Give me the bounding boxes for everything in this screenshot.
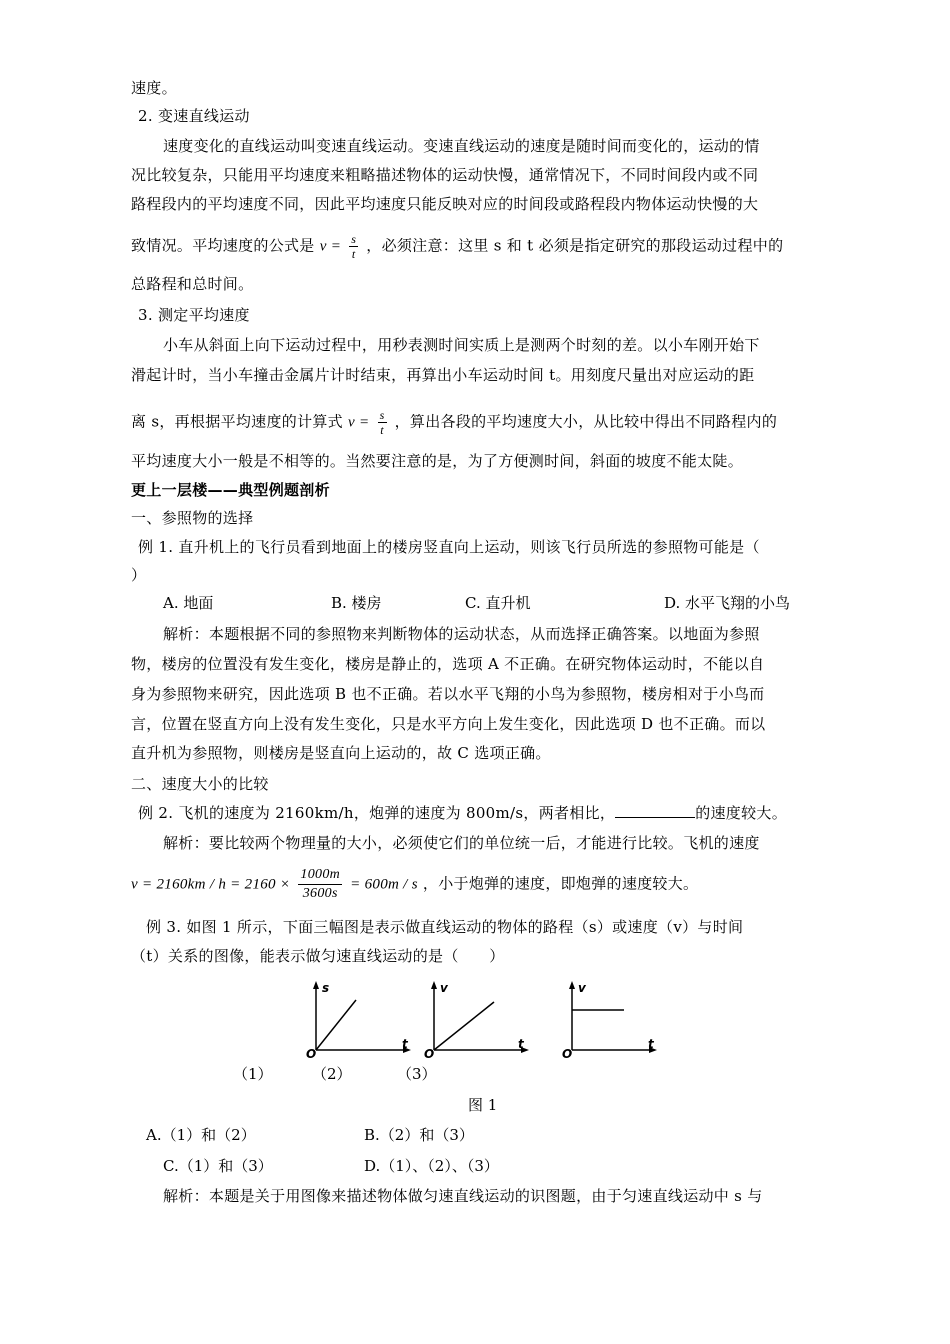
fraction-denominator: t	[380, 423, 384, 437]
fraction-numerator: s	[351, 232, 357, 246]
option-c: C.（1）和（3）	[163, 1157, 273, 1175]
fraction-denominator: 3600s	[302, 886, 338, 901]
origin-label: O	[562, 1047, 573, 1061]
formula-v: v =	[319, 238, 342, 255]
option-b: B.（2）和（3）	[364, 1126, 474, 1144]
option-d: D.（1）、（2）、（3）	[364, 1157, 499, 1175]
answer-line: 物，楼房的位置没有发生变化，楼房是静止的，选项 A 不正确。在研究物体运动时，不能以自	[131, 655, 765, 673]
origin-label: O	[424, 1047, 435, 1061]
fraction-numerator: 1000m	[298, 866, 342, 885]
paragraph-line: 速度变化的直线运动叫变速直线运动。变速直线运动的速度是随时间而变化的，运动的情	[163, 137, 760, 155]
paragraph-line: 况比较复杂，只能用平均速度来粗略描述物体的运动快慢，通常情况下，不同时间段内或不同	[131, 166, 759, 184]
text-span: 例 2. 飞机的速度为 2160km/h，炮弹的速度为 800m/s，两者相比，	[138, 804, 616, 822]
question-line: 例 3. 如图 1 所示，下面三幅图是表示做直线运动的物体的路程（s）或速度（v）与时间	[146, 918, 744, 936]
subsection-title: 一、参照物的选择	[131, 509, 254, 527]
question-line: 例 1. 直升机上的飞行员看到地面上的楼房竖直向上运动，则该飞行员所选的参照物可能是（	[138, 538, 760, 556]
question-line	[138, 803, 787, 823]
formula-text: v = 2160km / h = 2160 ×	[131, 876, 291, 893]
question-line: ）	[131, 566, 147, 584]
fraction	[349, 232, 358, 261]
graph-2-label: （2）	[312, 1065, 352, 1083]
graph-1	[296, 978, 416, 1067]
option-c: C. 直升机	[465, 594, 531, 612]
answer-line: 直升机为参照物，则楼房是竖直向上运动的，故 C 选项正确。	[131, 744, 551, 762]
text-span: ，小于炮弹的速度，即炮弹的速度较大。	[422, 874, 699, 893]
answer-line: 身为参照物来研究，因此选项 B 也不正确。若以水平飞翔的小鸟为参照物，楼房相对于小鸟而	[131, 685, 765, 703]
text-span: ，算出各段的平均速度大小，从比较中得出不同路程内的	[394, 412, 778, 431]
paragraph-line: 滑起计时，当小车撞击金属片计时结束，再算出小车运动时间 t。用刻度尺量出对应运动的距	[131, 366, 755, 384]
option-a: A.（1）和（2）	[146, 1126, 256, 1144]
option-d: D. 水平飞翔的小鸟	[664, 594, 791, 612]
text-span: 致情况。平均速度的公式是	[131, 236, 315, 255]
paragraph-line: 平均速度大小一般是不相等的。当然要注意的是，为了方便测时间，斜面的坡度不能太陡。	[131, 452, 744, 470]
question-line: （t）关系的图像，能表示做匀速直线运动的是（ ）	[131, 947, 505, 965]
formula-text: = 600m / s	[350, 876, 418, 893]
paragraph-line: 路程段内的平均速度不同，因此平均速度只能反映对应的时间段或路程段内物体运动快慢的大	[131, 195, 759, 213]
section-title: 更上一层楼——典型例题剖析	[131, 481, 330, 499]
section-heading: 2. 变速直线运动	[138, 107, 250, 125]
answer-line-formula	[131, 866, 698, 903]
x-axis-label: t	[518, 1037, 524, 1051]
fraction	[298, 866, 342, 903]
answer-line: 解析：要比较两个物理量的大小，必须使它们的单位统一后，才能进行比较。飞机的速度	[163, 834, 760, 852]
fraction-numerator: s	[379, 408, 385, 422]
text-line: 速度。	[131, 79, 177, 97]
origin-label: O	[306, 1047, 317, 1061]
subsection-title: 二、速度大小的比较	[131, 775, 269, 793]
option-a: A. 地面	[163, 594, 214, 612]
paragraph-line-formula	[131, 232, 783, 261]
section-heading: 3. 测定平均速度	[138, 306, 250, 324]
answer-line: 言，位置在竖直方向上没有发生变化，只是水平方向上发生变化，因此选项 D 也不正确。而以	[131, 715, 766, 733]
y-axis-label: v	[578, 981, 586, 995]
graph-3	[552, 978, 672, 1067]
option-b: B. 楼房	[331, 594, 382, 612]
answer-line: 解析：本题是关于用图像来描述物体做匀速直线运动的识图题，由于匀速直线运动中 s 与	[163, 1187, 763, 1205]
x-axis-label: t	[402, 1037, 408, 1051]
formula-v: v =	[348, 414, 370, 431]
y-axis-label: s	[322, 981, 330, 995]
answer-blank	[615, 803, 695, 818]
fraction-denominator: t	[351, 247, 356, 261]
y-axis-label: v	[440, 981, 448, 995]
x-axis-label: t	[648, 1037, 654, 1051]
graph-3-label: （3）	[397, 1065, 437, 1083]
text-span: ，必须注意：这里 s 和 t 必须是指定研究的那段运动过程中的	[366, 236, 784, 255]
paragraph-line: 总路程和总时间。	[131, 275, 254, 293]
graph-1-label: （1）	[233, 1065, 273, 1083]
fraction	[378, 408, 387, 437]
paragraph-line: 小车从斜面上向下运动过程中，用秒表测时间实质上是测两个时刻的差。以小车刚开始下	[163, 336, 760, 354]
text-span: 的速度较大。	[695, 804, 788, 822]
graph-2	[414, 978, 534, 1067]
answer-line: 解析：本题根据不同的参照物来判断物体的运动状态，从而选择正确答案。以地面为参照	[163, 625, 760, 643]
figure-caption: 图 1	[468, 1096, 498, 1114]
paragraph-line-formula	[131, 408, 777, 437]
text-span: 离 s，再根据平均速度的计算式	[131, 412, 343, 431]
